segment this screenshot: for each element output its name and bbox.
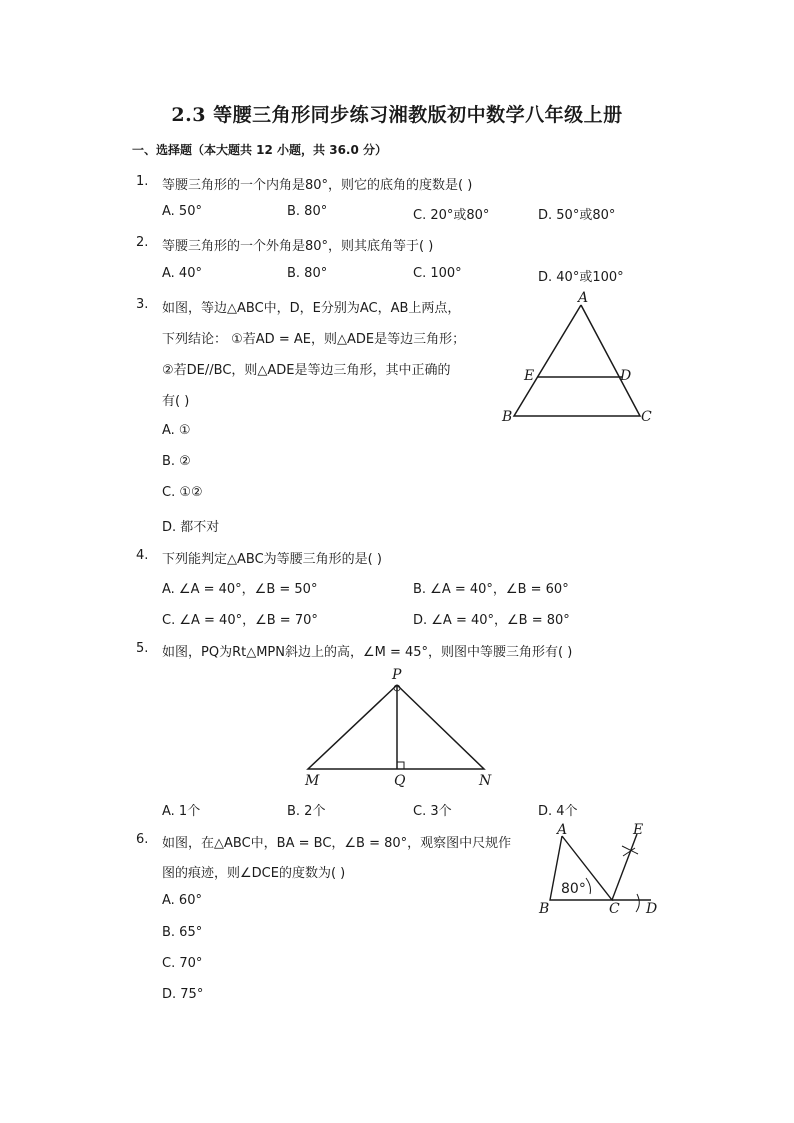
option-d: D. 75° bbox=[162, 987, 204, 1002]
question-stem: 如图，PQ为Rt△MPN斜边上的高，∠M = 45°，则图中等腰三角形有( ) bbox=[162, 645, 573, 660]
option-c: C. 3个 bbox=[413, 804, 452, 819]
label-e: E bbox=[633, 822, 644, 838]
option-c: C. 20°或80° bbox=[413, 208, 490, 223]
question-number: 4. bbox=[136, 548, 149, 563]
question-stem-line: 下列结论： ①若AD = AE，则△ADE是等边三角形； bbox=[162, 332, 466, 347]
option-d: D. 50°或80° bbox=[538, 208, 616, 223]
question-stem-line: 有( ) bbox=[162, 394, 190, 409]
label-c: C bbox=[609, 901, 620, 917]
option-b: B. 80° bbox=[287, 266, 328, 281]
option-d: D. 都不对 bbox=[162, 520, 220, 535]
label-b: B bbox=[502, 409, 513, 425]
option-b: B. 65° bbox=[162, 925, 203, 940]
option-d: D. ∠A = 40°，∠B = 80° bbox=[413, 613, 570, 628]
question-number: 5. bbox=[136, 641, 149, 656]
label-b: B bbox=[539, 901, 550, 917]
label-q: Q bbox=[394, 773, 406, 789]
question-stem: 等腰三角形的一个内角是80°，则它的底角的度数是( ) bbox=[162, 178, 473, 193]
question-number: 6. bbox=[136, 832, 149, 847]
label-d: D bbox=[620, 368, 632, 384]
label-e: E bbox=[524, 368, 535, 384]
option-c: C. ∠A = 40°，∠B = 70° bbox=[162, 613, 318, 628]
option-d: D. 40°或100° bbox=[538, 270, 624, 285]
right-triangle-mpn-figure bbox=[298, 663, 498, 793]
label-a: A bbox=[557, 822, 568, 838]
question-stem-line: 图的痕迹，则∠DCE的度数为( ) bbox=[162, 866, 346, 881]
option-a: A. 50° bbox=[162, 204, 202, 219]
question-stem-line: 如图，在△ABC中，BA = BC，∠B = 80°，观察图中尺规作 bbox=[162, 836, 512, 851]
section-header: 一、选择题（本大题共 12 小题，共 36.0 分） bbox=[132, 143, 388, 157]
option-a: A. 40° bbox=[162, 266, 202, 281]
triangle-abc-figure bbox=[495, 285, 665, 430]
option-d: D. 4个 bbox=[538, 804, 578, 819]
question-stem: 等腰三角形的一个外角是80°，则其底角等于( ) bbox=[162, 239, 434, 254]
label-p: P bbox=[392, 667, 402, 683]
label-m: M bbox=[305, 773, 320, 789]
label-n: N bbox=[479, 773, 492, 789]
option-c: C. 70° bbox=[162, 956, 203, 971]
option-a: A. 60° bbox=[162, 893, 202, 908]
option-b: B. 80° bbox=[287, 204, 328, 219]
page-title: 2.3 等腰三角形同步练习湘教版初中数学八年级上册 bbox=[171, 104, 623, 126]
label-d: D bbox=[646, 901, 658, 917]
option-b: B. ② bbox=[162, 454, 191, 469]
option-c: C. ①② bbox=[162, 485, 203, 500]
label-a: A bbox=[578, 290, 589, 306]
option-b: B. ∠A = 40°，∠B = 60° bbox=[413, 582, 569, 597]
option-b: B. 2个 bbox=[287, 804, 326, 819]
ruler-compass-figure bbox=[530, 820, 665, 920]
question-number: 3. bbox=[136, 297, 149, 312]
question-stem: 下列能判定△ABC为等腰三角形的是( ) bbox=[162, 552, 382, 567]
question-number: 2. bbox=[136, 235, 149, 250]
question-number: 1. bbox=[136, 174, 149, 189]
label-c: C bbox=[641, 409, 652, 425]
option-a: A. ① bbox=[162, 423, 191, 438]
angle-label-80: 80° bbox=[561, 881, 586, 897]
question-stem-line: ②若DE//BC，则△ADE是等边三角形，其中正确的 bbox=[162, 363, 451, 378]
option-c: C. 100° bbox=[413, 266, 462, 281]
question-stem-line: 如图，等边△ABC中，D，E分别为AC，AB上两点， bbox=[162, 301, 461, 316]
option-a: A. ∠A = 40°，∠B = 50° bbox=[162, 582, 318, 597]
option-a: A. 1个 bbox=[162, 804, 201, 819]
